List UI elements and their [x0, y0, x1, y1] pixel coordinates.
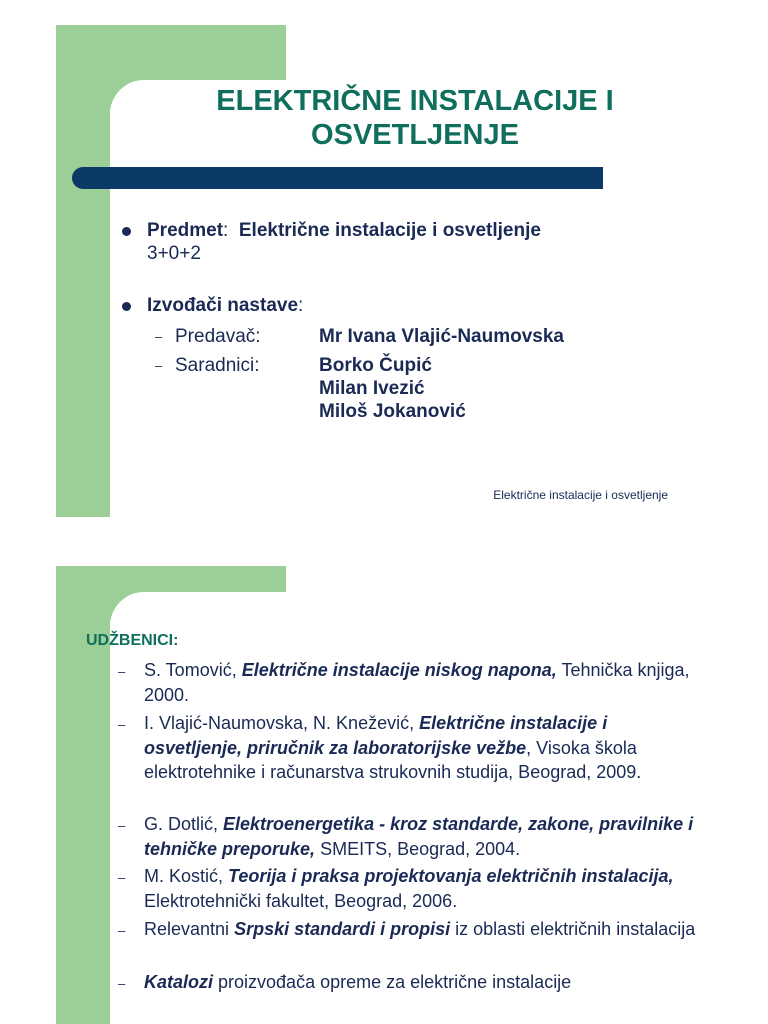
- lecturer-name: Mr Ivana Vlajić-Naumovska: [319, 326, 564, 347]
- reference-item: [118, 658, 698, 707]
- ref-author: I. Vlajić-Naumovska, N. Knežević,: [144, 713, 420, 733]
- ref-title: Električne instalacije niskog napona,: [241, 660, 557, 680]
- slide-footer: Električne instalacije i osvetljenje: [493, 488, 668, 502]
- ref-title: Električne instalacije i osvetljenje, priručnik za laboratorijske vežbe: [144, 713, 608, 758]
- ref-publisher: iz oblasti električnih instalacija: [450, 919, 696, 939]
- bullet-dot-icon: [122, 227, 131, 236]
- dash-marker: –: [155, 329, 163, 344]
- ref-publisher: SMEITS, Beograd, 2004.: [315, 838, 521, 859]
- ref-publisher: Elektrotehnički fakultet, Beograd, 2006.: [144, 890, 458, 911]
- dash-marker: –: [118, 664, 126, 679]
- green-decoration-bar: [56, 25, 110, 517]
- ref-publisher: , Visoka škola elektrotehnike i računarstva strukovnih studija, Beograd, 2009.: [144, 737, 642, 782]
- ref-publisher: proizvođača opreme za električne instalacije: [213, 972, 572, 992]
- reference-item: [118, 864, 698, 913]
- ref-author: S. Tomović,: [144, 660, 242, 680]
- dash-marker: –: [118, 870, 126, 885]
- ref-author: M. Kostić,: [144, 866, 229, 886]
- assistant-name: Borko Čupić: [319, 355, 432, 376]
- dash-marker: –: [118, 923, 126, 938]
- izvodjaci-label: Izvođači nastave: [147, 295, 299, 316]
- ref-title: Elektroenergetika - kroz standarde, zakone, pravilnike i tehničke preporuke,: [144, 814, 694, 859]
- textbooks-heading: UDŽBENICI:: [86, 632, 179, 649]
- ref-title: Srpski standardi i propisi: [234, 919, 451, 939]
- predmet-hours: 3+0+2: [147, 243, 201, 264]
- reference-item: [118, 917, 698, 942]
- predmet-label: Predmet: [147, 220, 224, 241]
- reference-item: [118, 970, 698, 995]
- izvodjaci-colon: :: [298, 295, 304, 316]
- assistant-name: Miloš Jokanović: [319, 401, 466, 422]
- reference-item: [118, 812, 698, 861]
- lecturer-label: Predavač:: [175, 326, 261, 347]
- reference-item: [118, 711, 698, 785]
- assistants-label: Saradnici:: [175, 355, 260, 376]
- predmet-colon: :: [223, 220, 229, 241]
- ref-title: Teorija i praksa projektovanja električnih instalacija,: [228, 866, 674, 886]
- slide-title: [150, 84, 680, 152]
- dash-marker: –: [118, 818, 126, 833]
- content-panel: [110, 592, 710, 1024]
- bullet-dot-icon: [122, 302, 131, 311]
- ref-publisher: Tehnička knjiga, 2000.: [144, 660, 690, 705]
- ref-author: G. Dotlić,: [144, 814, 224, 834]
- title-line-1: ELEKTRIČNE INSTALACIJE I: [216, 85, 614, 117]
- ref-title: Katalozi: [144, 972, 214, 992]
- predmet-value: Električne instalacije i osvetljenje: [238, 220, 541, 241]
- title-line-2: OSVETLJENJE: [311, 119, 519, 151]
- dash-marker: –: [118, 976, 126, 991]
- title-underline-bar: [72, 167, 603, 189]
- dash-marker: –: [118, 717, 126, 732]
- assistants-names: [319, 354, 466, 423]
- slide-2: [0, 566, 768, 1024]
- dash-marker: –: [155, 358, 163, 373]
- assistant-name: Milan Ivezić: [319, 378, 425, 399]
- ref-author: Relevantni: [144, 919, 235, 939]
